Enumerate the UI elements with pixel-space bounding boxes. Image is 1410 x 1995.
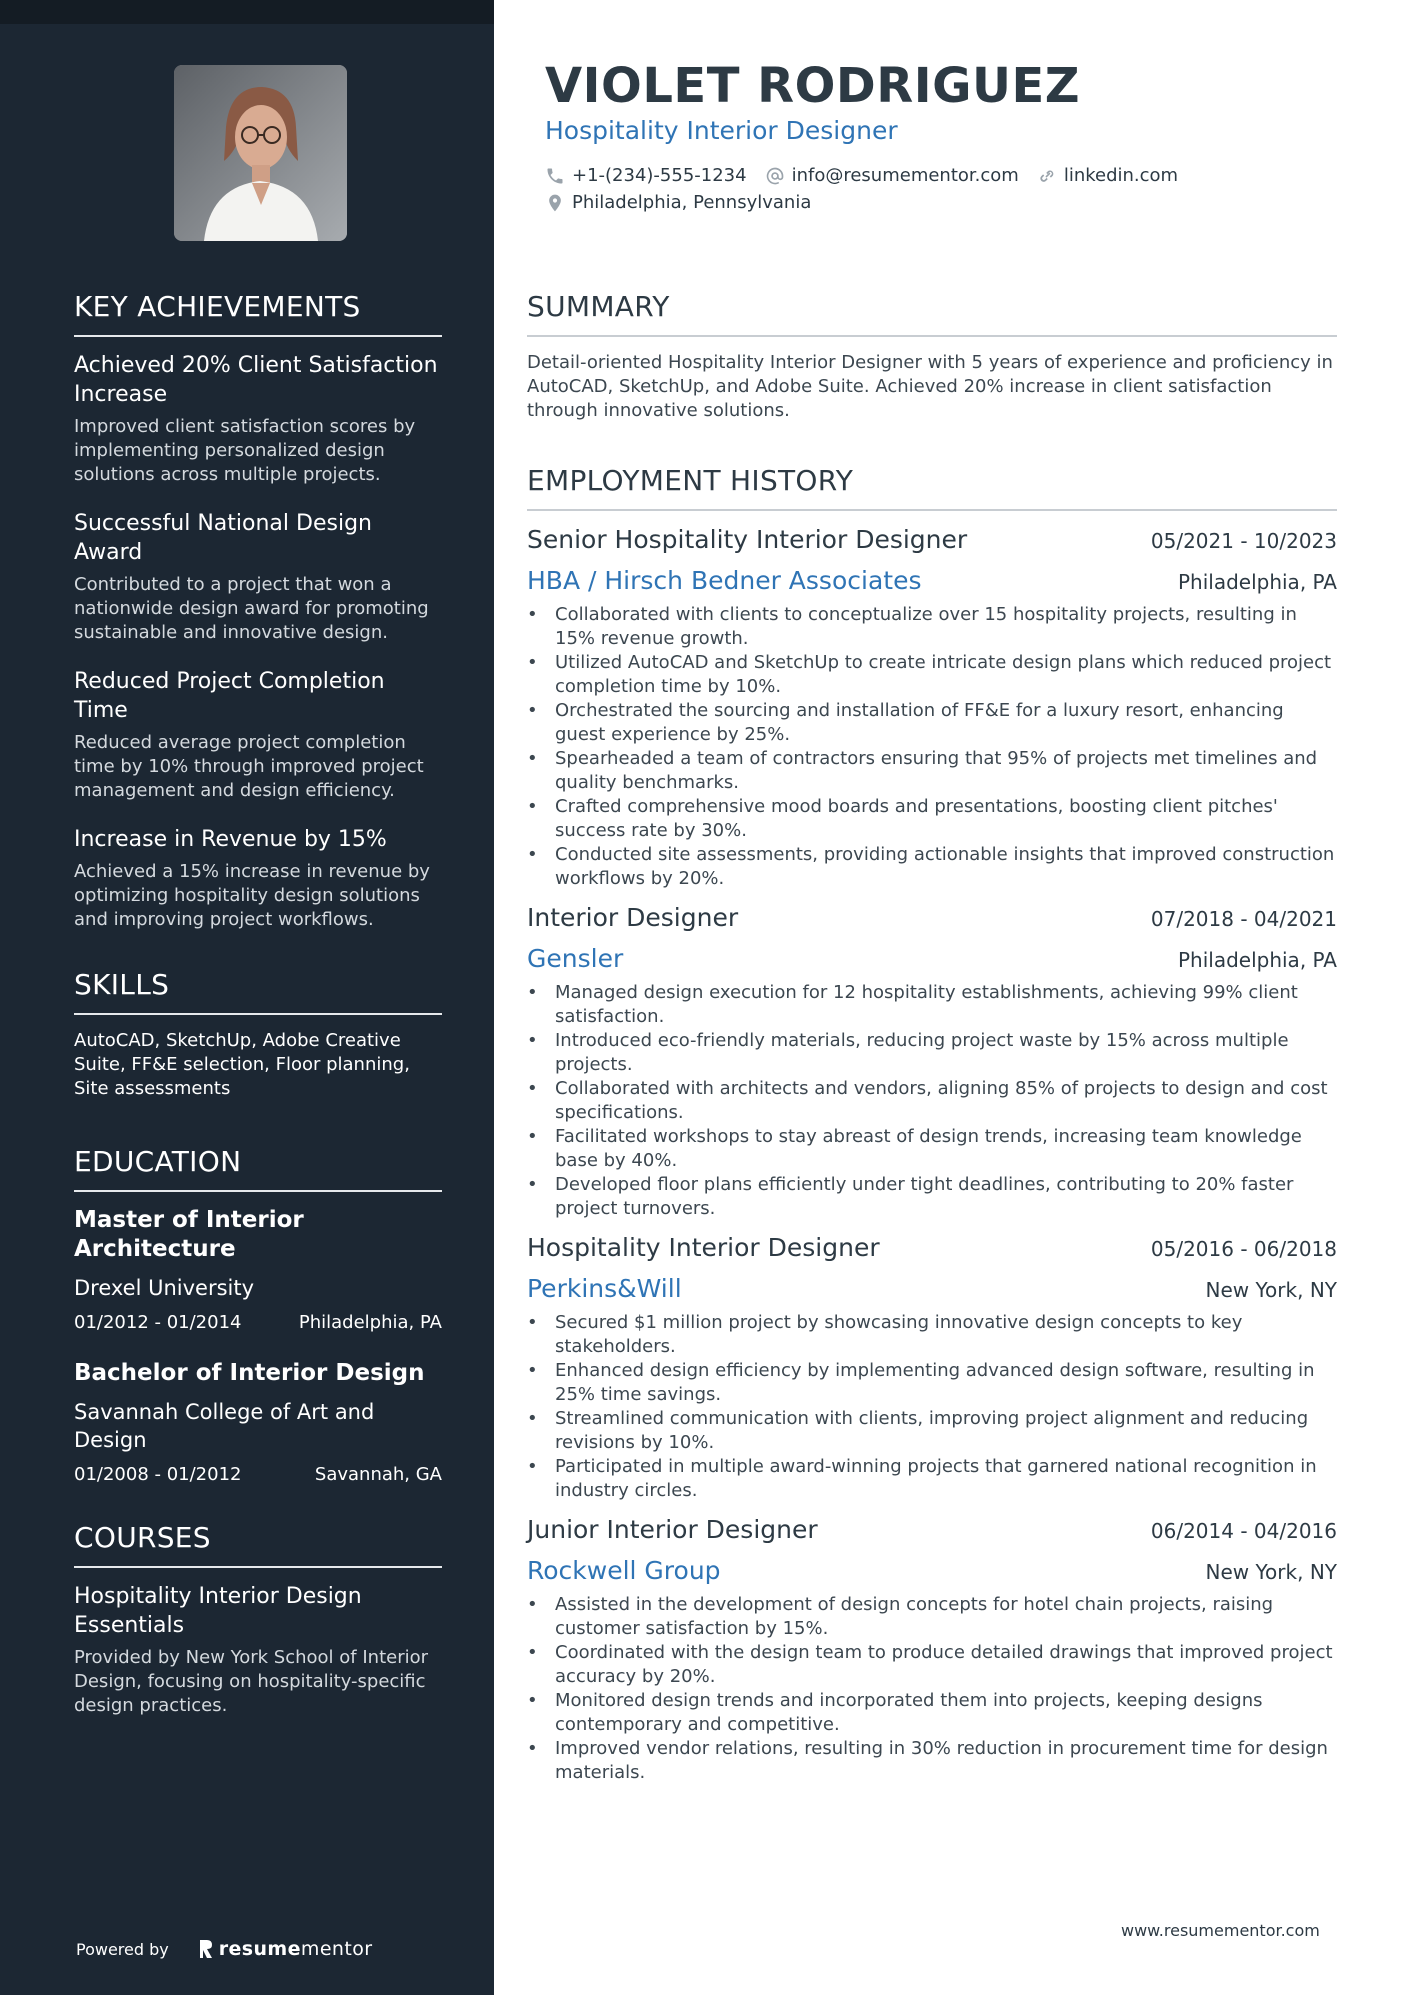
job-company: Perkins&Will xyxy=(527,1274,682,1303)
contact-line xyxy=(545,162,1196,189)
achievement-desc: Reduced average project completion time by 10% through improved project management and design efficiency. xyxy=(74,732,424,801)
candidate-title: Hospitality Interior Designer xyxy=(545,116,898,145)
job-bullets xyxy=(527,1593,1337,1785)
job-title: Junior Interior Designer xyxy=(527,1515,818,1544)
job-title: Hospitality Interior Designer xyxy=(527,1233,880,1262)
job-dates: 05/2021 - 10/2023 xyxy=(1150,529,1337,553)
education-dates: 01/2008 - 01/2012 xyxy=(74,1464,242,1485)
education-dates: 01/2012 - 01/2014 xyxy=(74,1312,242,1333)
education-location: Savannah, GA xyxy=(314,1464,442,1485)
job-dates: 06/2014 - 04/2016 xyxy=(1150,1519,1337,1543)
linkedin-text: linkedin.com xyxy=(1063,165,1179,186)
achievements-heading: KEY ACHIEVEMENTS xyxy=(74,290,442,337)
email-text: info@resumementor.com xyxy=(791,165,1019,186)
education-location: Philadelphia, PA xyxy=(298,1312,442,1333)
location-text: Philadelphia, Pennsylvania xyxy=(572,192,812,213)
achievement-item xyxy=(74,667,442,803)
education-item xyxy=(74,1206,442,1333)
achievement-desc: Contributed to a project that won a nationwide design award for promoting sustainable and innovative design. xyxy=(74,574,429,643)
contact-line xyxy=(545,189,1196,216)
courses-heading: COURSES xyxy=(74,1521,442,1568)
sidebar xyxy=(0,0,494,1995)
achievements-section xyxy=(74,290,442,932)
job-company: HBA / Hirsch Bedner Associates xyxy=(527,566,922,595)
candidate-name: VIOLET RODRIGUEZ xyxy=(545,58,1081,114)
sidebar-top-strip xyxy=(0,0,494,24)
achievement-title: Reduced Project Completion Time xyxy=(74,669,385,723)
job-bullet: • Monitored design trends and incorporated them into projects, keeping designs contemporary and competitive. xyxy=(527,1689,1337,1737)
job-bullet: • Secured $1 million project by showcasing innovative design concepts to key stakeholders. xyxy=(527,1311,1337,1359)
contact-phone[interactable] xyxy=(545,165,747,186)
at-sign-icon xyxy=(765,166,785,186)
skills-list: AutoCAD, SketchUp, Adobe Creative Suite, FF&E selection, Floor planning, Site assessments xyxy=(74,1030,410,1099)
powered-by-label: Powered by xyxy=(76,1939,169,1959)
job-location: New York, NY xyxy=(1205,1560,1337,1584)
course-desc: Provided by New York School of Interior Design, focusing on hospitality-specific design practices. xyxy=(74,1647,429,1716)
footer-website-link[interactable]: www.resumementor.com xyxy=(1121,1921,1320,1940)
job-bullet: • Enhanced design efficiency by implementing advanced design software, resulting in 25% time savings. xyxy=(527,1359,1337,1407)
brand-bold: resume xyxy=(218,1938,301,1960)
phone-icon xyxy=(545,166,565,186)
achievement-title: Increase in Revenue by 15% xyxy=(74,827,387,852)
education-section xyxy=(74,1145,442,1485)
job-location: New York, NY xyxy=(1205,1278,1337,1302)
job-dates: 07/2018 - 04/2021 xyxy=(1150,907,1337,931)
skills-section xyxy=(74,968,442,1101)
job-bullet: • Facilitated workshops to stay abreast of design trends, increasing team knowledge base by 40%. xyxy=(527,1125,1337,1173)
job-bullet: • Managed design execution for 12 hospitality establishments, achieving 99% client satisfaction. xyxy=(527,981,1337,1029)
job-company-row xyxy=(527,1274,1337,1303)
job-bullet: • Participated in multiple award-winning projects that garnered national recognition in industry circles. xyxy=(527,1455,1337,1503)
job-entry xyxy=(527,525,1337,891)
achievement-desc: Achieved a 15% increase in revenue by optimizing hospitality design solutions and improving project workflows. xyxy=(74,861,430,930)
contact-linkedin[interactable] xyxy=(1037,165,1178,186)
job-bullet: • Collaborated with clients to conceptualize over 15 hospitality projects, resulting in 15% revenue growth. xyxy=(527,603,1337,651)
job-header xyxy=(527,903,1337,932)
job-header xyxy=(527,525,1337,554)
resumementor-logo-icon xyxy=(199,1939,213,1959)
education-school: Savannah College of Art and Design xyxy=(74,1400,375,1452)
job-location: Philadelphia, PA xyxy=(1177,570,1337,594)
brand-thin: mentor xyxy=(300,1938,373,1960)
link-icon xyxy=(1037,166,1057,186)
job-company-row xyxy=(527,1556,1337,1585)
job-bullet: • Introduced eco-friendly materials, reducing project waste by 15% across multiple projects. xyxy=(527,1029,1337,1077)
contact-location xyxy=(545,192,811,213)
contact-email[interactable] xyxy=(765,165,1019,186)
job-title: Senior Hospitality Interior Designer xyxy=(527,525,968,554)
job-header xyxy=(527,1515,1337,1544)
job-entry xyxy=(527,1233,1337,1503)
education-heading: EDUCATION xyxy=(74,1145,442,1192)
job-company: Gensler xyxy=(527,944,624,973)
job-bullets xyxy=(527,981,1337,1221)
profile-photo xyxy=(174,65,347,241)
job-bullet: • Spearheaded a team of contractors ensuring that 95% of projects met timelines and quality benchmarks. xyxy=(527,747,1337,795)
education-meta xyxy=(74,1464,442,1485)
education-school: Drexel University xyxy=(74,1276,255,1300)
job-header xyxy=(527,1233,1337,1262)
job-bullet: • Assisted in the development of design concepts for hotel chain projects, raising customer satisfaction by 15%. xyxy=(527,1593,1337,1641)
achievement-item xyxy=(74,825,442,932)
job-location: Philadelphia, PA xyxy=(1177,948,1337,972)
sidebar-content xyxy=(74,290,442,1718)
education-meta xyxy=(74,1312,442,1333)
location-pin-icon xyxy=(545,193,565,213)
resumementor-logo-link[interactable] xyxy=(199,1938,373,1960)
summary-heading: SUMMARY xyxy=(527,290,1337,337)
contact-info xyxy=(545,162,1196,216)
education-degree: Master of Interior Architecture xyxy=(74,1207,304,1262)
powered-by xyxy=(76,1938,372,1960)
job-company: Rockwell Group xyxy=(527,1556,721,1585)
employment-section xyxy=(527,464,1337,1797)
education-degree: Bachelor of Interior Design xyxy=(74,1360,425,1386)
job-bullet: • Streamlined communication with clients, improving project alignment and reducing revisions by 10%. xyxy=(527,1407,1337,1455)
job-company-row xyxy=(527,566,1337,595)
job-bullet: • Developed floor plans efficiently under tight deadlines, contributing to 20% faster project turnovers. xyxy=(527,1173,1337,1221)
achievement-title: Achieved 20% Client Satisfaction Increase xyxy=(74,353,438,407)
employment-heading: EMPLOYMENT HISTORY xyxy=(527,464,1337,511)
job-bullet: • Utilized AutoCAD and SketchUp to create intricate design plans which reduced project completion time by 10%. xyxy=(527,651,1337,699)
skills-heading: SKILLS xyxy=(74,968,442,1015)
achievement-item xyxy=(74,351,442,487)
job-bullet: • Coordinated with the design team to produce detailed drawings that improved project accuracy by 20%. xyxy=(527,1641,1337,1689)
job-bullets xyxy=(527,1311,1337,1503)
job-bullet: • Collaborated with architects and vendors, aligning 85% of projects to design and cost specifications. xyxy=(527,1077,1337,1125)
job-entry xyxy=(527,903,1337,1221)
job-bullet: • Crafted comprehensive mood boards and presentations, boosting client pitches' success rate by 30%. xyxy=(527,795,1337,843)
summary-text: Detail-oriented Hospitality Interior Designer with 5 years of experience and proficiency in AutoCAD, SketchUp, and Adobe Suite. Achieved 20% increase in client satisfaction through innovative solutions. xyxy=(527,352,1333,421)
achievement-desc: Improved client satisfaction scores by implementing personalized design solutions across multiple projects. xyxy=(74,416,416,485)
job-bullet: • Orchestrated the sourcing and installation of FF&E for a luxury resort, enhancing guest experience by 25%. xyxy=(527,699,1337,747)
job-bullet: • Conducted site assessments, providing actionable insights that improved construction workflows by 20%. xyxy=(527,843,1337,891)
job-title: Interior Designer xyxy=(527,903,739,932)
course-title: Hospitality Interior Design Essentials xyxy=(74,1584,362,1638)
person-portrait-icon xyxy=(174,65,347,241)
job-bullet: • Improved vendor relations, resulting in 30% reduction in procurement time for design materials. xyxy=(527,1737,1337,1785)
job-bullets xyxy=(527,603,1337,891)
summary-section xyxy=(527,290,1337,423)
job-entry xyxy=(527,1515,1337,1785)
course-item xyxy=(74,1582,442,1718)
education-item xyxy=(74,1359,442,1485)
achievement-title: Successful National Design Award xyxy=(74,511,372,565)
achievement-item xyxy=(74,509,442,645)
phone-text: +1-(234)-555-1234 xyxy=(572,165,747,186)
job-company-row xyxy=(527,944,1337,973)
job-dates: 05/2016 - 06/2018 xyxy=(1150,1237,1337,1261)
courses-section xyxy=(74,1521,442,1718)
